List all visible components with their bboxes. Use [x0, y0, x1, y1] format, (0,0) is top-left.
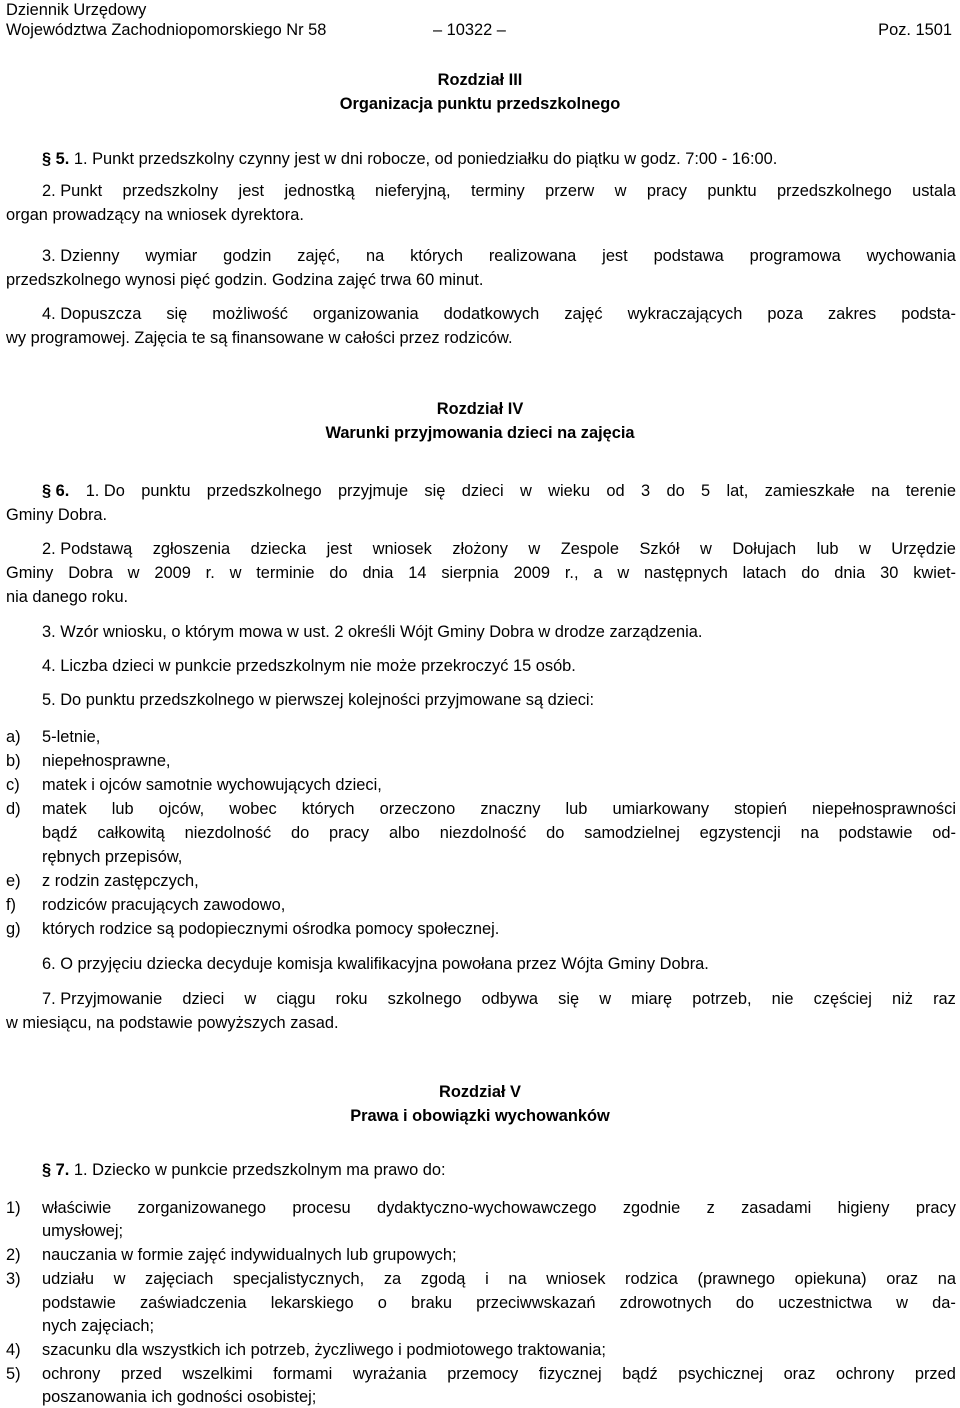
- word: do: [801, 564, 820, 582]
- word: uczestnictwa: [778, 1294, 873, 1312]
- word: się: [558, 990, 580, 1008]
- word: podstawa: [653, 247, 724, 265]
- word: niezdolność: [184, 824, 272, 842]
- word: przedszkolnego: [206, 482, 322, 500]
- word: oraz: [783, 1365, 816, 1383]
- word: na: [800, 824, 819, 842]
- list-label: 5): [6, 1365, 21, 1383]
- list-label: b): [6, 752, 21, 770]
- list-label: 3): [6, 1270, 21, 1288]
- word: Szkół: [639, 540, 680, 558]
- word: w: [614, 182, 627, 200]
- word: w: [244, 990, 257, 1008]
- word: podstawie: [838, 824, 913, 842]
- word: ojców,: [158, 800, 205, 818]
- word: wyrażania: [352, 1365, 427, 1383]
- word: bądź: [42, 824, 78, 842]
- word: pracy: [915, 1199, 956, 1217]
- list-item: rodziców pracujących zawodowo,: [42, 896, 286, 914]
- paragraph-6-2-line3: nia danego roku.: [6, 588, 129, 606]
- paragraph-6-1-line1: [42, 480, 956, 502]
- word: zajęć,: [297, 247, 341, 265]
- word: na: [871, 482, 890, 500]
- list-item: których rodzice są podopiecznymi ośrodka pomocy społecznej.: [42, 920, 500, 938]
- list-label: 1): [6, 1199, 21, 1217]
- section-number: § 5.: [42, 150, 70, 168]
- word: na: [937, 1270, 956, 1288]
- word: się: [424, 482, 446, 500]
- word: do: [290, 824, 310, 842]
- word: możliwość: [212, 305, 288, 323]
- word: przemocy: [447, 1365, 519, 1383]
- word: terminy: [470, 182, 525, 200]
- word: 2. Podstawą: [42, 540, 133, 558]
- word: w: [617, 564, 630, 582]
- paragraph-text: 1. Dziecko w punkcie przedszkolnym ma prawo do:: [73, 1161, 446, 1179]
- right-item-5-line1: [42, 1363, 956, 1385]
- word: przeciwwskazań: [476, 1294, 596, 1312]
- right-item-3-line1: [42, 1268, 956, 1290]
- word: do: [666, 482, 685, 500]
- word: braku: [411, 1294, 453, 1312]
- word: wykraczających: [627, 305, 743, 323]
- paragraph-6-5: 5. Do punktu przedszkolnego w pierwszej kolejności przyjmowane są dzieci:: [42, 691, 595, 709]
- list-label: f): [6, 896, 17, 914]
- word: dodatkowych: [443, 305, 540, 323]
- word: udziału: [42, 1270, 94, 1288]
- word: przed: [914, 1365, 956, 1383]
- word: 3. Dzienny: [42, 247, 120, 265]
- list-item-d-line3: rębnych przepisów,: [42, 848, 183, 866]
- word: zajęciach: [145, 1270, 214, 1288]
- word: wniosek: [372, 540, 432, 558]
- word: egzystencji: [699, 824, 781, 842]
- word: zamieszkałe: [764, 482, 855, 500]
- word: r.: [205, 564, 215, 582]
- word: w: [528, 540, 541, 558]
- word: ochrony: [836, 1365, 895, 1383]
- word: 2. Punkt: [42, 182, 103, 200]
- right-item-5-line2: poszanowania ich godności osobistej;: [42, 1388, 317, 1406]
- word: których: [301, 800, 355, 818]
- word: lub: [816, 540, 839, 558]
- word: lub: [111, 800, 134, 818]
- word: (prawnego: [697, 1270, 775, 1288]
- word: pracy: [329, 824, 370, 842]
- word: 30: [880, 564, 899, 582]
- journal-title: Dziennik Urzędowy: [6, 1, 147, 19]
- word: lub: [565, 800, 588, 818]
- word: zorganizowanego: [137, 1199, 267, 1217]
- word: da-: [932, 1294, 956, 1312]
- word: Dołujach: [732, 540, 797, 558]
- paragraph-5-4-line2: wy programowej. Zajęcia te są finansowane w całości przez rodziców.: [6, 329, 513, 347]
- word: punktu: [141, 482, 191, 500]
- page-number: – 10322 –: [433, 21, 506, 39]
- word: na: [508, 1270, 527, 1288]
- list-label: d): [6, 800, 21, 818]
- word: sierpnia: [441, 564, 499, 582]
- word: albo: [388, 824, 420, 842]
- word: zakres: [827, 305, 877, 323]
- word: niż: [892, 990, 913, 1008]
- word: Gminy: [6, 564, 54, 582]
- word: niezdolność: [439, 824, 527, 842]
- word: potrzeb,: [692, 990, 752, 1008]
- right-item-1-line2: umysłowej;: [42, 1222, 124, 1240]
- paragraph-6-6: 6. O przyjęciu dziecka decyduje komisja kwalifikacyjna powołana przez Wójta Gminy Dobra.: [42, 955, 709, 973]
- word: w: [896, 1294, 909, 1312]
- word: fizycznej: [538, 1365, 602, 1383]
- paragraph-6-4: 4. Liczba dzieci w punkcie przedszkolnym nie może przekroczyć 15 osób.: [42, 657, 576, 675]
- word: punktu: [707, 182, 757, 200]
- word: przyjmuje: [337, 482, 409, 500]
- word: nieferyjną,: [374, 182, 451, 200]
- paragraph-6-1-line2: Gminy Dobra.: [6, 506, 108, 524]
- chapter-4-title: Rozdział IV: [436, 400, 524, 418]
- word: organizowania: [312, 305, 419, 323]
- word: w: [858, 540, 871, 558]
- word: orzeczono: [379, 800, 456, 818]
- word: latach: [742, 564, 787, 582]
- chapter-3-title: Rozdział III: [437, 71, 523, 89]
- word: a: [593, 564, 603, 582]
- word: 1. Do: [85, 482, 125, 500]
- list-item-d-line2: [42, 822, 956, 844]
- word: z: [706, 1199, 715, 1217]
- paragraph-5-1: [42, 148, 777, 170]
- word: terminie: [256, 564, 315, 582]
- position-number: Poz. 1501: [878, 21, 952, 39]
- word: matek: [42, 800, 87, 818]
- word: 2009: [154, 564, 191, 582]
- right-item-3-line3: nych zajęciach;: [42, 1317, 155, 1335]
- word: programowa: [749, 247, 841, 265]
- word: rodzica: [625, 1270, 678, 1288]
- word: o: [377, 1294, 387, 1312]
- word: w: [127, 564, 140, 582]
- word: w: [113, 1270, 126, 1288]
- word: roku: [335, 990, 368, 1008]
- word: się: [166, 305, 188, 323]
- list-item: 5-letnie,: [42, 728, 101, 746]
- word: miarę: [631, 990, 673, 1008]
- word: wymiar: [145, 247, 198, 265]
- word: dzieci: [461, 482, 504, 500]
- list-item: matek i ojców samotnie wychowujących dzieci,: [42, 776, 382, 794]
- word: których: [410, 247, 463, 265]
- paragraph-6-2-line1: [42, 538, 956, 560]
- word: całkowitą: [97, 824, 165, 842]
- word: zaświadczenia: [139, 1294, 247, 1312]
- word: podstawie: [42, 1294, 116, 1312]
- paragraph-6-3: 3. Wzór wniosku, o którym mowa w ust. 2 określi Wójt Gminy Dobra w drodze zarządzenia.: [42, 623, 703, 641]
- paragraph-6-2-line2: [6, 562, 956, 584]
- paragraph-6-7-line1: [42, 988, 956, 1010]
- word: wychowania: [866, 247, 956, 265]
- word: do: [735, 1294, 755, 1312]
- word: psychicznej: [678, 1365, 764, 1383]
- list-label: g): [6, 920, 21, 938]
- word: wieku: [548, 482, 591, 500]
- word: realizowana: [488, 247, 577, 265]
- right-item-4: szacunku dla wszystkich ich potrzeb, życzliwego i podmiotowego traktowania;: [42, 1341, 606, 1359]
- word: za: [383, 1270, 402, 1288]
- word: szkolnego: [387, 990, 462, 1008]
- section-number: § 7.: [42, 1161, 70, 1179]
- word: zajęć: [564, 305, 603, 323]
- word: 14: [408, 564, 427, 582]
- word: pracy: [646, 182, 687, 200]
- list-label: c): [6, 776, 20, 794]
- paragraph-5-3-line1: [42, 245, 956, 267]
- paragraph-5-2-line2: organ prowadzący na wniosek dyrektora.: [6, 206, 304, 224]
- word: dziecka: [250, 540, 307, 558]
- word: na: [366, 247, 385, 265]
- word: jednostką: [284, 182, 355, 200]
- word: od: [606, 482, 625, 500]
- right-item-2: nauczania w formie zajęć indywidualnych lub grupowych;: [42, 1246, 457, 1264]
- paragraph-text: 1. Punkt przedszkolny czynny jest w dni robocze, od poniedziałku do piątku w godz. 7:00 - 16:00.: [73, 150, 778, 168]
- word: kwiet-: [913, 564, 956, 582]
- right-item-3-line2: [42, 1292, 956, 1314]
- word: następnych: [643, 564, 728, 582]
- word: w: [229, 564, 242, 582]
- chapter-5-title: Rozdział V: [439, 1083, 521, 1101]
- word: wobec: [229, 800, 277, 818]
- section-number: § 6.: [42, 482, 70, 500]
- word: dzieci: [182, 990, 225, 1008]
- word: 7. Przyjmowanie: [42, 990, 163, 1008]
- word: poza: [767, 305, 803, 323]
- list-label: e): [6, 872, 21, 890]
- list-label: 2): [6, 1246, 21, 1264]
- word: jest: [602, 247, 628, 265]
- word: terenie: [905, 482, 956, 500]
- list-item: niepełnosprawne,: [42, 752, 171, 770]
- paragraph-5-4-line1: [42, 303, 956, 325]
- word: przed: [120, 1365, 162, 1383]
- word: r.,: [564, 564, 579, 582]
- word: ustala: [912, 182, 956, 200]
- word: nie: [771, 990, 794, 1008]
- journal-issue: Województwa Zachodniopomorskiego Nr 58: [6, 21, 327, 39]
- list-item-d-line1: [42, 798, 956, 820]
- chapter-4-subtitle: Warunki przyjmowania dzieci na zajęcia: [325, 424, 635, 442]
- right-item-1-line1: [42, 1197, 956, 1219]
- word: Dobra: [68, 564, 113, 582]
- word: zdrowotnych: [619, 1294, 712, 1312]
- word: stopień: [734, 800, 787, 818]
- paragraph-7-1: [42, 1159, 446, 1181]
- word: dydaktyczno-wychowawczego: [376, 1199, 597, 1217]
- list-label: 4): [6, 1341, 21, 1359]
- word: oraz: [886, 1270, 919, 1288]
- word: odbywa: [481, 990, 539, 1008]
- word: procesu: [292, 1199, 351, 1217]
- word: w: [599, 990, 612, 1008]
- word: 3: [640, 482, 651, 500]
- paragraph-5-3-line2: przedszkolnego wynosi pięć godzin. Godzina zajęć trwa 60 minut.: [6, 271, 484, 289]
- word: umiarkowany: [612, 800, 710, 818]
- word: w: [700, 540, 712, 558]
- word: 5: [701, 482, 711, 500]
- word: złożony: [452, 540, 508, 558]
- word: Urzędzie: [891, 540, 956, 558]
- word: przedszkolnego: [776, 182, 892, 200]
- chapter-3-subtitle: Organizacja punktu przedszkolnego: [339, 95, 621, 113]
- paragraph-5-2-line1: [42, 180, 956, 202]
- list-label: a): [6, 728, 21, 746]
- word: przerw: [545, 182, 595, 200]
- word: częściej: [813, 990, 872, 1008]
- word: specjalistycznych,: [233, 1270, 365, 1288]
- word: wniosek: [546, 1270, 606, 1288]
- word: do: [329, 564, 348, 582]
- word: właściwie: [42, 1199, 112, 1217]
- word: przedszkolny: [122, 182, 219, 200]
- word: Zespole: [560, 540, 619, 558]
- word: jest: [238, 182, 265, 200]
- word: ciągu: [276, 990, 316, 1008]
- word: godzin: [223, 247, 272, 265]
- word: dnia: [834, 564, 866, 582]
- word: bądź: [622, 1365, 658, 1383]
- word: 4. Dopuszcza: [42, 305, 142, 323]
- word: niepełnosprawności: [812, 800, 956, 818]
- word: lat,: [726, 482, 749, 500]
- word: formami: [273, 1365, 333, 1383]
- word: opiekuna): [794, 1270, 867, 1288]
- chapter-5-subtitle: Prawa i obowiązki wychowanków: [350, 1107, 610, 1125]
- word: i: [485, 1270, 489, 1288]
- word: zasadami: [741, 1199, 812, 1217]
- word: samodzielnej: [584, 824, 680, 842]
- word: podsta-: [901, 305, 956, 323]
- word: zgodnie: [622, 1199, 681, 1217]
- word: zgodą: [420, 1270, 466, 1288]
- word: dnia: [362, 564, 394, 582]
- word: raz: [933, 990, 956, 1008]
- word: higieny: [837, 1199, 890, 1217]
- word: znaczny: [480, 800, 541, 818]
- word: 2009: [513, 564, 551, 582]
- word: lekarskiego: [270, 1294, 354, 1312]
- word: ochrony: [42, 1365, 101, 1383]
- word: w: [519, 482, 532, 500]
- word: wszelkimi: [182, 1365, 253, 1383]
- paragraph-6-7-line2: w miesiącu, na podstawie powyższych zasad.: [6, 1014, 339, 1032]
- word: zgłoszenia: [152, 540, 231, 558]
- word: do: [546, 824, 565, 842]
- word: jest: [326, 540, 353, 558]
- list-item: z rodzin zastępczych,: [42, 872, 199, 890]
- word: od-: [932, 824, 956, 842]
